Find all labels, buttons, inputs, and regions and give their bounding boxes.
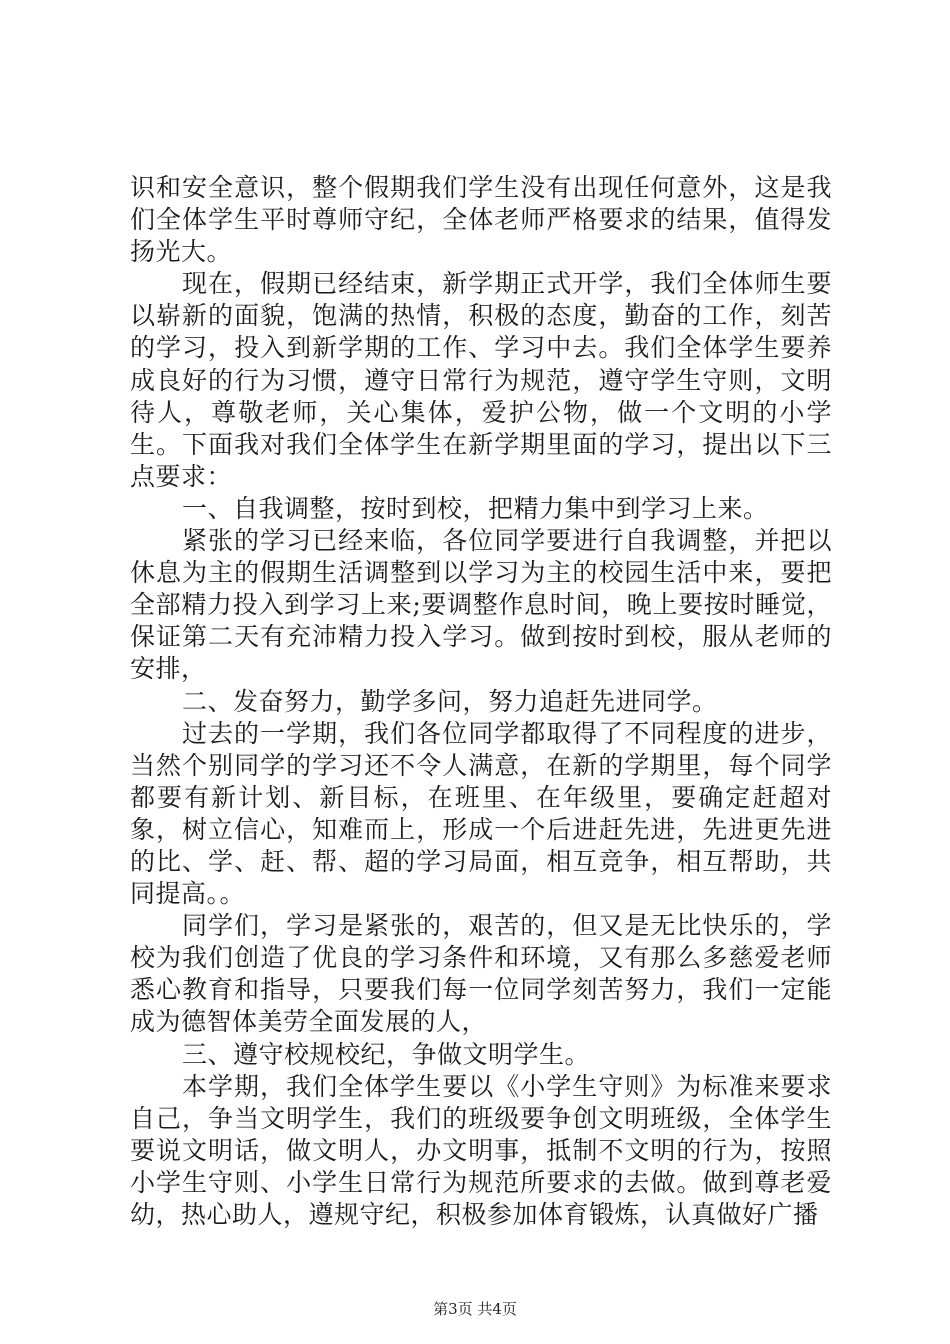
page-number-footer: 第3页 共4页 xyxy=(433,1300,517,1318)
section-heading: 一、自我调整，按时到校，把精力集中到学习上来。 xyxy=(182,493,769,523)
paragraph: 现在，假期已经结束，新学期正式开学，我们全体师生要以崭新的面貌，饱满的热情，积极的态度，勤奋的工作，刻苦的学习，投入到新学期的工作、学习中去。我们全体学生要养成良好的行为习惯，遵守日常行为规范，遵守学生守则，文明待人，尊敬老师，关心集体，爱护公物，做一个文明的小学生。下面我对我们全体学生在新学期里面的学习，提出以下三点要求： xyxy=(130,269,832,491)
paragraph: 同学们，学习是紧张的，艰苦的，但又是无比快乐的，学校为我们创造了优良的学习条件和环境，又有那么多慈爱老师悉心教育和指导，只要我们每一位同学刻苦努力，我们一定能成为德智体美劳全面发展的人， xyxy=(130,911,832,1037)
section-heading: 二、发奋努力，勤学多问，努力追赶先进同学。 xyxy=(182,686,718,716)
paragraph: 紧张的学习已经来临，各位同学要进行自我调整，并把以休息为主的假期生活调整到以学习为主的校园生活中来，要把全部精力投入到学习上来;要调整作息时间，晚上要按时睡觉，保证第二天有充沛精力投入学习。做到按时到校，服从老师的安排， xyxy=(130,526,832,684)
document-body xyxy=(130,172,832,1231)
paragraph: 识和安全意识，整个假期我们学生没有出现任何意外，这是我们全体学生平时尊师守纪，全体老师严格要求的结果，值得发扬光大。 xyxy=(130,173,832,267)
paragraph: 过去的一学期，我们各位同学都取得了不同程度的进步，当然个别同学的学习还不令人满意，在新的学期里，每个同学都要有新计划、新目标，在班里、在年级里，要确定赶超对象，树立信心，知难而上，形成一个后进赶先进，先进更先进的比、学、赶、帮、超的学习局面，相互竞争，相互帮助，共同提高。。 xyxy=(130,718,832,909)
section-heading: 三、遵守校规校纪，争做文明学生。 xyxy=(182,1039,591,1069)
paragraph: 本学期，我们全体学生要以《小学生守则》为标准来要求自己，争当文明学生，我们的班级要争创文明班级，全体学生要说文明话，做文明人，办文明事，抵制不文明的行为，按照小学生守则、小学生日常行为规范所要求的去做。做到尊老爱幼，热心助人，遵规守纪，积极参加体育锻炼，认真做好广播 xyxy=(130,1071,832,1229)
